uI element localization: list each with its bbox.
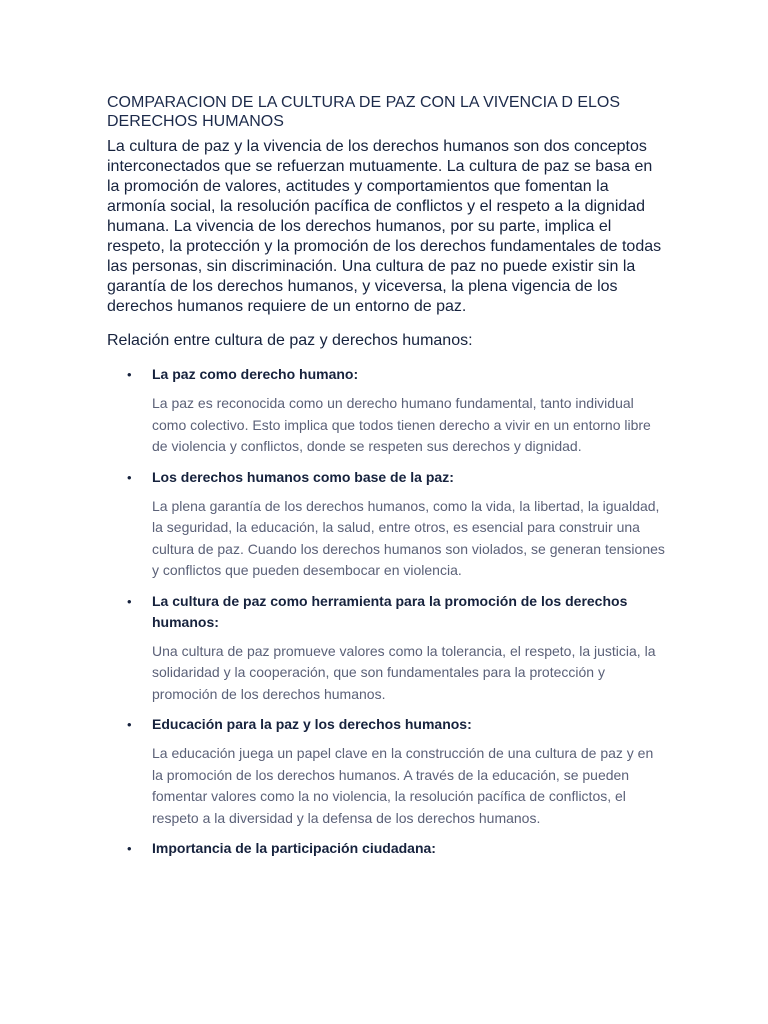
list-item-body: La educación juega un papel clave en la construcción de una cultura de paz y en la promoción de los derechos humanos. A través de la educación, se pueden fomentar valores como la no violencia, la resolución pacífica de conflictos, el respeto a la diversidad y la defensa de los derechos humanos. (152, 745, 654, 826)
bullet-icon: • (127, 593, 132, 609)
list-item (107, 714, 667, 829)
list-item-body: La paz es reconocida como un derecho humano fundamental, tanto individual como colectivo. Esto implica que todos tienen derecho a vivir en un entorno libre de violencia y conflictos, donde se respeten sus derechos y dignidad. (152, 395, 651, 454)
relation-list (107, 364, 667, 859)
list-item (107, 591, 667, 706)
list-item-heading: La paz como derecho humano: (152, 366, 359, 382)
list-item-body: Una cultura de paz promueve valores como la tolerancia, el respeto, la justicia, la solidaridad y la cooperación, que son fundamentales para la protección y promoción de los derechos humanos. (152, 642, 656, 702)
intro-paragraph: La cultura de paz y la vivencia de los derechos humanos son dos conceptos interconectados que se refuerzan mutuamente. La cultura de paz se basa en la promoción de valores, actitudes y comportamientos que fomentan la armonía social, la resolución pacífica de conflictos y el respeto a la dignidad humana. La vivencia de los derechos humanos, por su parte, implica el respeto, la protección y la promoción de los derechos fundamentales de todas las personas, sin discriminación. Una cultura de paz no puede existir sin la garantía de los derechos humanos, y viceversa, la plena vigencia de los derechos humanos requiere de un entorno de paz. (107, 138, 662, 315)
list-item-body: La plena garantía de los derechos humanos, como la vida, la libertad, la igualdad, la seguridad, la educación, la salud, entre otros, es esencial para construir una cultura de paz. Cuando los derechos humanos son violados, se generan tensiones y conflictos que pueden desembocar en violencia. (152, 497, 665, 578)
list-item-heading: Los derechos humanos como base de la paz: (152, 468, 454, 485)
bullet-icon: • (127, 469, 132, 485)
bullet-icon: • (127, 367, 132, 382)
list-item-heading: La cultura de paz como herramienta para la promoción de los derechos humanos: (152, 592, 628, 630)
list-item (107, 838, 667, 859)
list-item-heading: Educación para la paz y los derechos humanos: (152, 716, 472, 732)
document-page (107, 93, 667, 868)
section-subheading: Relación entre cultura de paz y derechos humanos: (107, 332, 473, 349)
list-item (107, 364, 667, 458)
list-item (107, 467, 667, 582)
list-item-heading: Importancia de la participación ciudadana: (152, 840, 436, 856)
bullet-icon: • (127, 717, 132, 732)
bullet-icon: • (127, 841, 132, 856)
document-title: COMPARACION DE LA CULTURA DE PAZ CON LA VIVENCIA D ELOS DERECHOS HUMANOS (107, 94, 621, 130)
